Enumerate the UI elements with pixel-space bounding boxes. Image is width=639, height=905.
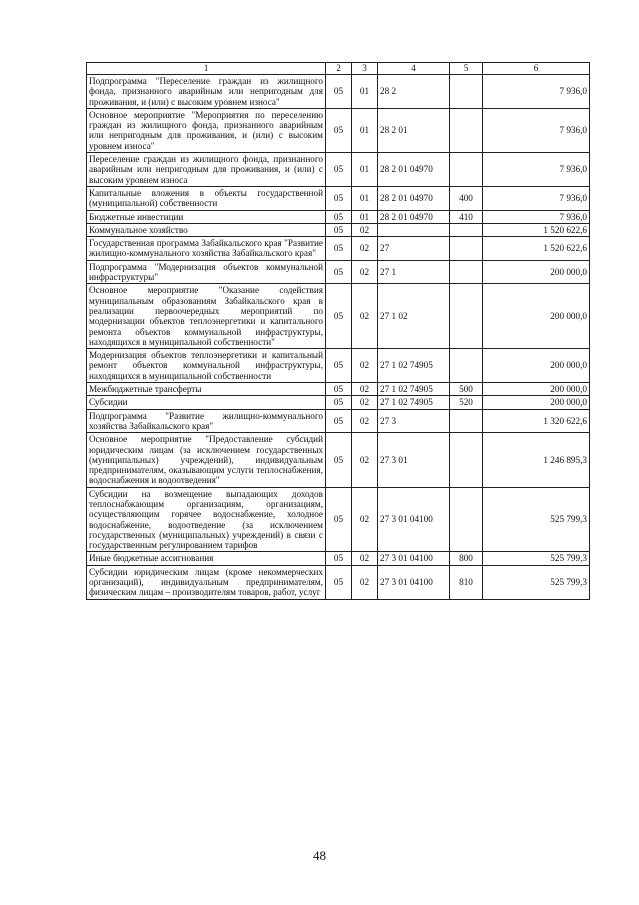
row-expense-type: 500 [450,383,483,396]
row-subsection: 01 [352,108,378,152]
row-subsection: 01 [352,75,378,109]
table-row [87,565,590,599]
table-row [87,237,590,261]
row-subsection: 02 [352,433,378,487]
row-section: 05 [326,237,352,261]
row-section: 05 [326,552,352,565]
row-subsection: 02 [352,284,378,349]
row-section: 05 [326,396,352,409]
row-expense-type: 520 [450,396,483,409]
row-amount: 200 000,0 [483,396,590,409]
row-section: 05 [326,153,352,187]
row-section: 05 [326,433,352,487]
row-target-code: 28 2 [378,75,450,109]
row-name: Бюджетные инвестиции [87,210,326,223]
row-amount: 1 320 622,6 [483,409,590,433]
header-cell: 6 [483,63,590,75]
row-expense-type: 410 [450,210,483,223]
table-row [87,284,590,349]
row-amount: 1 520 622,6 [483,237,590,261]
row-expense-type [450,284,483,349]
row-name: Подпрограмма "Модернизация объектов коммунальной инфраструктуры" [87,260,326,284]
table-row [87,409,590,433]
row-subsection: 02 [352,552,378,565]
row-subsection: 02 [352,409,378,433]
row-subsection: 02 [352,260,378,284]
row-name: Основное мероприятие "Мероприятия по переселению граждан из жилищного фонда, признанного аварийным или непригодным для проживания, и (или) с высоким уровнем износа" [87,108,326,152]
row-target-code: 28 2 01 04970 [378,186,450,210]
table-row [87,349,590,383]
row-amount: 525 799,3 [483,552,590,565]
row-target-code [378,223,450,236]
row-expense-type: 800 [450,552,483,565]
row-subsection: 01 [352,210,378,223]
row-amount: 7 936,0 [483,153,590,187]
row-target-code: 27 3 [378,409,450,433]
row-target-code: 28 2 01 04970 [378,153,450,187]
row-expense-type [450,223,483,236]
row-section: 05 [326,565,352,599]
row-target-code: 27 3 01 04100 [378,487,450,552]
table-row [87,552,590,565]
row-subsection: 02 [352,565,378,599]
table-row [87,487,590,552]
row-expense-type [450,260,483,284]
row-section: 05 [326,349,352,383]
row-amount: 200 000,0 [483,284,590,349]
row-target-code: 27 3 01 04100 [378,565,450,599]
row-amount: 1 520 622,6 [483,223,590,236]
row-name: Субсидии [87,396,326,409]
row-amount: 200 000,0 [483,349,590,383]
header-cell: 1 [87,63,326,75]
row-expense-type [450,487,483,552]
row-subsection: 02 [352,349,378,383]
row-amount: 1 246 895,3 [483,433,590,487]
row-name: Коммунальное хозяйство [87,223,326,236]
budget-table [86,62,590,600]
row-subsection: 02 [352,383,378,396]
row-name: Основное мероприятие "Оказание содействия муниципальным образованиям Забайкальского края в реализации первоочередных мероприятий по модернизации объектов теплоэнергетики и капитального ремонта объектов коммунальной инфраструктуры, находящихся в муниципальной собственности" [87,284,326,349]
row-amount: 525 799,3 [483,487,590,552]
row-name: Капитальные вложения в объекты государственной (муниципальной) собственности [87,186,326,210]
table-row [87,260,590,284]
row-name: Межбюджетные трансферты [87,383,326,396]
row-subsection: 02 [352,237,378,261]
row-amount: 7 936,0 [483,75,590,109]
row-expense-type [450,108,483,152]
row-expense-type [450,349,483,383]
row-name: Модернизация объектов теплоэнергетики и капитальный ремонт объектов коммунальной инфраструктуры, находящихся в муниципальной собственности [87,349,326,383]
table-row [87,223,590,236]
table-row [87,108,590,152]
row-section: 05 [326,108,352,152]
row-target-code: 27 3 01 04100 [378,552,450,565]
table-row [87,75,590,109]
row-amount: 200 000,0 [483,383,590,396]
row-expense-type [450,75,483,109]
row-name: Иные бюджетные ассигнования [87,552,326,565]
row-subsection: 02 [352,396,378,409]
row-section: 05 [326,284,352,349]
header-cell: 2 [326,63,352,75]
row-target-code: 28 2 01 04970 [378,210,450,223]
row-subsection: 02 [352,487,378,552]
row-target-code: 27 1 02 74905 [378,349,450,383]
row-name: Подпрограмма "Переселение граждан из жилищного фонда, признанного аварийным или непригодным для проживания, и (или) с высоким уровнем износа" [87,75,326,109]
row-section: 05 [326,186,352,210]
table-row [87,383,590,396]
row-section: 05 [326,487,352,552]
row-target-code: 27 3 01 [378,433,450,487]
row-subsection: 02 [352,223,378,236]
header-cell: 5 [450,63,483,75]
table-row [87,396,590,409]
row-amount: 7 936,0 [483,210,590,223]
table-row [87,433,590,487]
row-name: Подпрограмма "Развитие жилищно-коммунального хозяйства Забайкальского края" [87,409,326,433]
header-cell: 4 [378,63,450,75]
row-section: 05 [326,75,352,109]
row-name: Основное мероприятие "Предоставление субсидий юридическим лицам (за исключением государственных (муниципальных) учреждений), индивидуальным предпринимателям, оказывающим услуги теплоснабжения, водоснабжения и водоотведения" [87,433,326,487]
row-target-code: 27 1 02 74905 [378,396,450,409]
row-expense-type [450,433,483,487]
row-name: Переселение граждан из жилищного фонда, признанного аварийным или непригодным для проживания, и (или) с высоким уровнем износа [87,153,326,187]
row-amount: 525 799,3 [483,565,590,599]
table-header-row [87,63,590,75]
table-row [87,153,590,187]
row-name: Субсидии на возмещение выпадающих доходов теплоснабжающим организациям, организациям, осуществляющим горячее водоснабжение, холодное водоснабжение, водоотведение (за исключением государственных (муниципальных) учреждений) в связи с государственным регулированием тарифов [87,487,326,552]
row-section: 05 [326,383,352,396]
row-target-code: 27 1 [378,260,450,284]
row-expense-type: 810 [450,565,483,599]
row-amount: 200 000,0 [483,260,590,284]
row-name: Государственная программа Забайкальского края "Развитие жилищно-коммунального хозяйства Забайкальского края" [87,237,326,261]
row-subsection: 01 [352,186,378,210]
row-name: Субсидии юридическим лицам (кроме некоммерческих организаций), индивидуальным предпринимателям, физическим лицам – производителям товаров, работ, услуг [87,565,326,599]
table-row [87,210,590,223]
row-section: 05 [326,223,352,236]
row-target-code: 28 2 01 [378,108,450,152]
row-section: 05 [326,210,352,223]
row-target-code: 27 1 02 [378,284,450,349]
row-amount: 7 936,0 [483,108,590,152]
row-expense-type [450,409,483,433]
row-expense-type: 400 [450,186,483,210]
row-amount: 7 936,0 [483,186,590,210]
row-section: 05 [326,409,352,433]
table-row [87,186,590,210]
header-cell: 3 [352,63,378,75]
row-target-code: 27 [378,237,450,261]
row-expense-type [450,153,483,187]
row-section: 05 [326,260,352,284]
row-expense-type [450,237,483,261]
row-subsection: 01 [352,153,378,187]
row-target-code: 27 1 02 74905 [378,383,450,396]
page-number: 48 [313,848,326,863]
